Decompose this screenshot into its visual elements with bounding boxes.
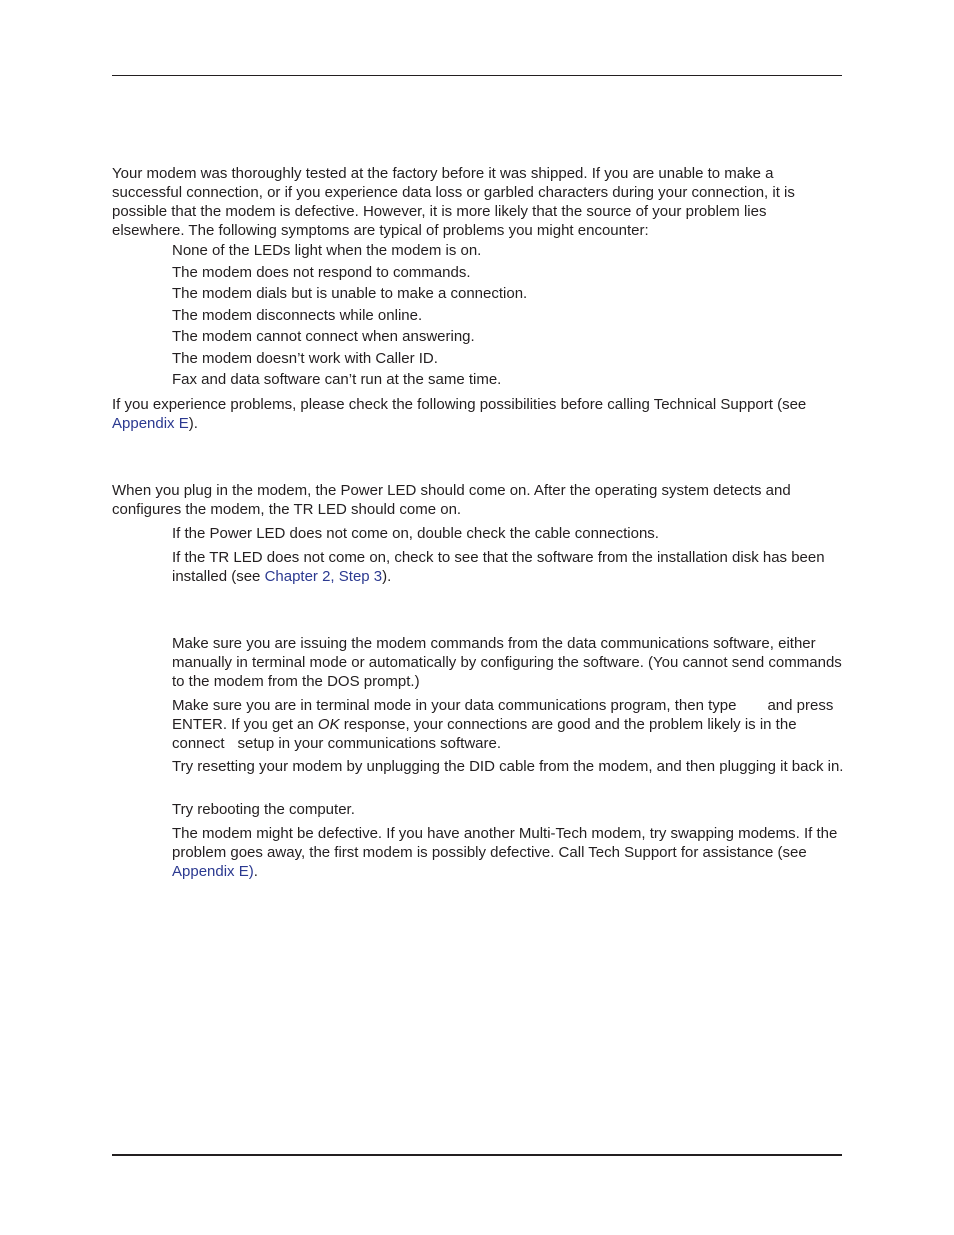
terminal-text-b: and press ENTER. If you get an bbox=[172, 697, 834, 733]
defective-text: The modem might be defective. If you have another Multi-Tech modem, try swapping modems. If the problem goes away, the first modem is possibly defective. Call Tech Support for assistance (see bbox=[172, 825, 838, 861]
symptom-item: The modem disconnects while online. bbox=[172, 307, 423, 324]
defective-text-end: . bbox=[253, 863, 258, 880]
commands-item-defective bbox=[172, 824, 844, 881]
commands-item-reset: Try resetting your modem by unplugging the DID cable from the modem, and then plugging it back in. bbox=[172, 758, 844, 775]
appendix-e-link-2[interactable]: Appendix E) bbox=[172, 863, 254, 880]
tr-led-text-end: ). bbox=[382, 568, 392, 585]
intro-paragraph: Your modem was thoroughly tested at the factory before it was shipped. If you are unable to make a successful connection, or if you experience data loss or garbled characters during your connection, it is possible that the modem is defective. However, it is more likely that the source of your problem lies elsewhere. The following symptoms are typical of problems you might encounter: bbox=[112, 165, 795, 239]
appendix-e-link[interactable]: Appendix E bbox=[112, 415, 189, 432]
symptom-item: Fax and data software can’t run at the same time. bbox=[172, 371, 502, 388]
ok-response: OK bbox=[317, 716, 340, 733]
leds-intro-paragraph: When you plug in the modem, the Power LED should come on. After the operating system detects and configures the modem, the TR LED should come on. bbox=[112, 482, 791, 518]
symptom-item: The modem doesn’t work with Caller ID. bbox=[172, 350, 438, 367]
chapter-2-step-3-link[interactable]: Chapter 2, Step 3 bbox=[264, 568, 383, 585]
check-paragraph bbox=[112, 395, 842, 433]
header-rule bbox=[112, 75, 842, 76]
commands-item-software: Make sure you are issuing the modem commands from the data communications software, either manually in terminal mode or automatically by configuring the software. (You cannot send commands to the modem from the DOS prompt.) bbox=[172, 635, 842, 690]
footer-rule bbox=[112, 1154, 842, 1156]
terminal-text-d: setup in your communications software. bbox=[237, 735, 501, 752]
commands-item-reboot: Try rebooting the computer. bbox=[172, 801, 355, 818]
terminal-text-c: response, your connections are good and the problem likely is in the connect bbox=[172, 716, 797, 752]
check-text: If you experience problems, please check the following possibilities before calling Technical Support (see bbox=[112, 396, 807, 413]
commands-item-terminal bbox=[172, 696, 844, 753]
power-led-item: If the Power LED does not come on, double check the cable connections. bbox=[172, 525, 659, 542]
tr-led-item bbox=[172, 548, 844, 586]
check-text-end: ). bbox=[188, 415, 198, 432]
symptom-item: The modem does not respond to commands. bbox=[172, 264, 471, 281]
symptom-item: The modem cannot connect when answering. bbox=[172, 328, 475, 345]
terminal-text-a: Make sure you are in terminal mode in your data communications program, then type bbox=[172, 697, 737, 714]
tr-led-text: If the TR LED does not come on, check to see that the software from the installation disk has been installed (see bbox=[172, 549, 825, 585]
symptom-item: The modem dials but is unable to make a connection. bbox=[172, 285, 528, 302]
symptom-item: None of the LEDs light when the modem is on. bbox=[172, 242, 482, 259]
